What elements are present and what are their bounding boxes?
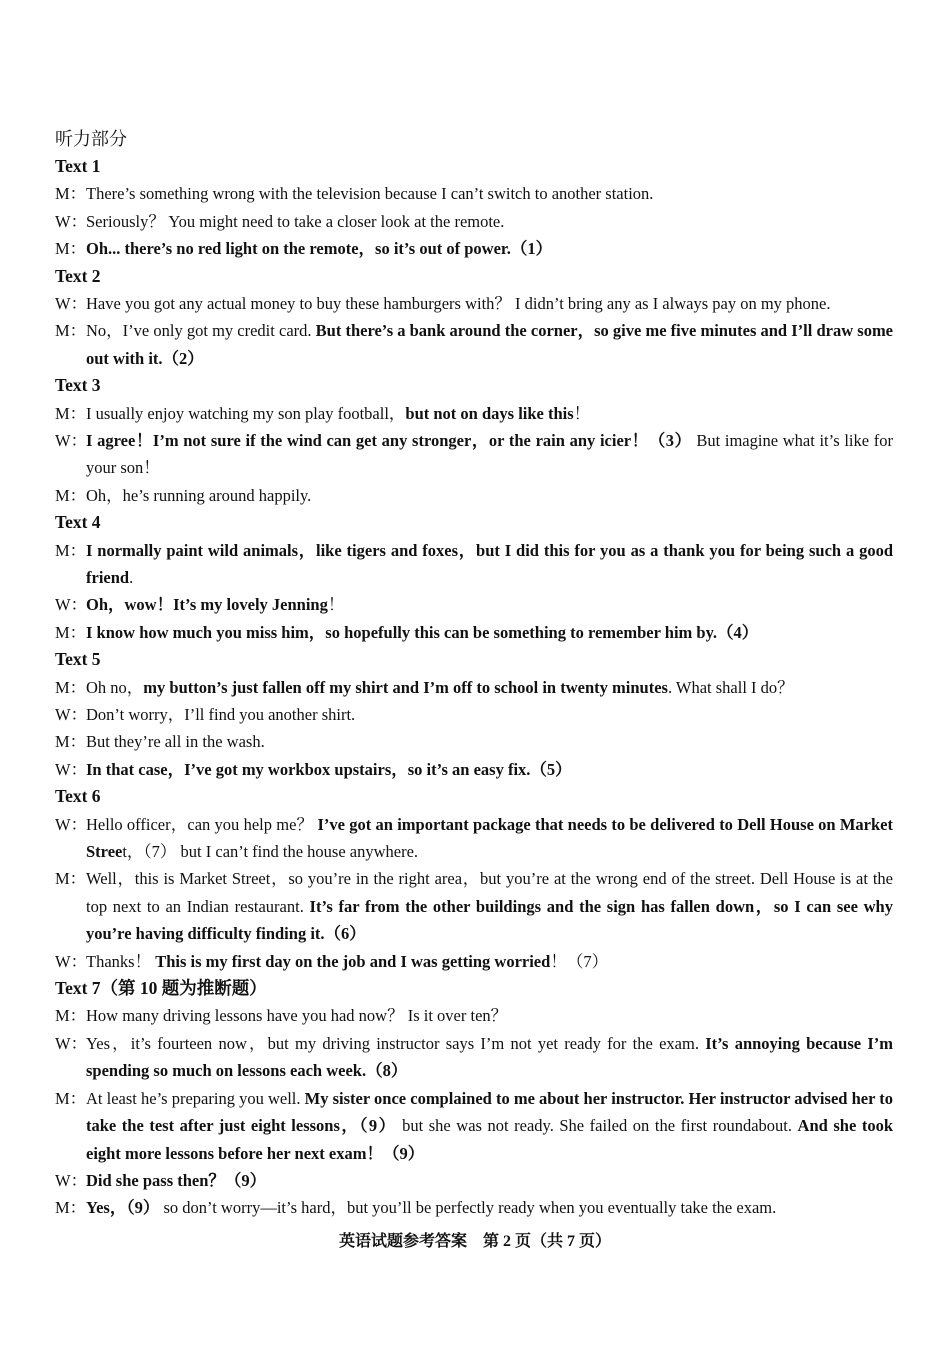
dialogue-line xyxy=(55,1030,893,1085)
answer-highlight: This is my first day on the job and I was getting worried xyxy=(155,951,551,971)
answer-highlight: Oh，wow！It’s my lovely Jenning xyxy=(86,595,328,615)
answer-highlight: but not on days like this xyxy=(405,403,574,423)
answer-highlight: I know how much you miss him，so hopefully this can be something to remember him by.（4） xyxy=(86,622,759,642)
dialogue-line xyxy=(55,1002,893,1029)
speaker-label: M： xyxy=(55,1088,87,1108)
dialogue-text: But they’re all in the wash. xyxy=(86,732,265,752)
dialogue-text: Oh no， xyxy=(86,677,144,697)
dialogue-line xyxy=(55,1167,893,1194)
answer-highlight: Oh... there’s no red light on the remote，so it’s out of power.（1） xyxy=(86,239,553,259)
answer-highlight: It’s annoying because I’m spending so much on lessons each week.（8） xyxy=(86,1033,893,1081)
dialogue-text: ！ xyxy=(327,595,345,615)
speaker-label: W： xyxy=(55,1170,88,1190)
answer-highlight: my button’s just fallen off my shirt and I’m off to school in twenty minutes xyxy=(143,677,668,697)
speaker-label: M： xyxy=(55,869,87,889)
dialogue-line xyxy=(55,865,893,947)
answer-highlight: My sister once complained to me about her instructor. Her instructor advised her to take the test after just eight lessons，（9） xyxy=(86,1088,893,1136)
section-heading: 听力部分 xyxy=(55,129,127,149)
answer-highlight: But there’s a bank around the corner，so give me five minutes and I’ll draw some out with it.（2） xyxy=(86,321,894,368)
dialogue-text: but she was not ready. She failed on the first roundabout. xyxy=(396,1116,798,1136)
speaker-label: W： xyxy=(55,431,88,451)
speaker-label: W： xyxy=(55,595,88,615)
speaker-label: M： xyxy=(55,1198,87,1218)
dialogue-text: . What shall I do？ xyxy=(667,677,794,697)
speaker-label: M： xyxy=(55,184,87,204)
answer-highlight: Yes，（9） xyxy=(86,1198,160,1218)
speaker-label: M： xyxy=(55,485,87,505)
dialogue-line xyxy=(55,728,893,755)
dialogue-text: ！（7） xyxy=(550,951,609,971)
speaker-label: M： xyxy=(55,403,87,423)
dialogue-line xyxy=(55,235,893,262)
speaker-label: M： xyxy=(55,239,87,259)
dialogue-text: At least he’s preparing you well. xyxy=(86,1088,305,1108)
dialogue-line xyxy=(55,1085,893,1167)
dialogue-text: I usually enjoy watching my son play football， xyxy=(86,403,406,423)
text-title: Text 6 xyxy=(55,786,101,807)
speaker-label: W： xyxy=(55,814,88,834)
page-content xyxy=(55,125,893,1222)
speaker-label: W： xyxy=(55,951,88,971)
dialogue-line xyxy=(55,756,893,783)
dialogue-text: ！ xyxy=(573,403,591,423)
speaker-label: M： xyxy=(55,677,87,697)
text-title: Text 7（第 10 题为推断题） xyxy=(55,978,267,999)
speaker-label: W： xyxy=(55,759,88,779)
dialogue-text: Seriously？ You might need to take a closer look at the remote. xyxy=(86,211,505,231)
dialogue-line xyxy=(55,180,893,207)
dialogue-line xyxy=(55,317,893,372)
dialogue-text: Yes，it’s fourteen now，but my driving instructor says I’m not yet ready for the exam. xyxy=(86,1033,706,1053)
dialogue-text: How many driving lessons have you had now？ Is it over ten？ xyxy=(86,1006,508,1026)
dialogue-line xyxy=(55,208,893,235)
text-title: Text 2 xyxy=(55,265,101,286)
speaker-label: W： xyxy=(55,211,88,231)
text-title: Text 3 xyxy=(55,375,101,396)
speaker-label: W： xyxy=(55,1033,88,1053)
dialogue-line xyxy=(55,537,893,592)
speaker-label: M： xyxy=(55,540,87,560)
dialogue-text: t，（7） but I can’t find the house anywhere. xyxy=(122,842,419,862)
dialogue-text: Well，this is Market Street，so you’re in the right area，but you’re at the wrong end of the street. Dell House is at the top next to an Indian restaurant. xyxy=(86,869,893,916)
speaker-label: W： xyxy=(55,294,88,313)
answer-highlight: Did she pass then？（9） xyxy=(86,1170,267,1190)
dialogue-line xyxy=(55,427,893,482)
answer-highlight: In that case，I’ve got my workbox upstairs，so it’s an easy fix.（5） xyxy=(86,759,572,779)
dialogue-text: No，I’ve only got my credit card. xyxy=(86,321,316,341)
dialogue-line xyxy=(55,811,893,866)
dialogue-line xyxy=(55,591,893,618)
dialogue-line xyxy=(55,482,893,509)
answer-highlight: I agree！I’m not sure if the wind can get any stronger，or the rain any icier！（3） xyxy=(86,431,692,451)
text-title: Text 5 xyxy=(55,649,101,670)
answer-highlight: It’s far from the other buildings and the sign has fallen down，so I can see why you’re having difficulty finding it.（6） xyxy=(86,896,893,944)
dialogue-line xyxy=(55,400,893,427)
answer-highlight: I’ve got an important package that needs to be delivered to Dell House on Market Stree xyxy=(86,814,893,862)
dialogue-text: There’s something wrong with the television because I can’t switch to another station. xyxy=(86,184,654,204)
dialogue-text: Have you got any actual money to buy these hamburgers with？ I didn’t bring any as I always pay on my phone. xyxy=(86,294,831,313)
dialogue-line xyxy=(55,674,893,701)
text-title: Text 1 xyxy=(55,156,101,176)
dialogue-text: . xyxy=(129,568,134,588)
answer-highlight: I normally paint wild animals，like tigers and foxes，but I did this for you as a thank you for being such a good friend xyxy=(86,540,893,588)
text-title: Text 4 xyxy=(55,512,101,533)
answer-highlight: And she took eight more lessons before her next exam！（9） xyxy=(86,1116,893,1163)
speaker-label: W： xyxy=(55,705,88,725)
speaker-label: M： xyxy=(55,321,87,341)
dialogue-text: But imagine what it’s like for your son！ xyxy=(86,431,893,478)
transcript-list xyxy=(55,153,893,1222)
dialogue-text: so don’t worry—it’s hard，but you’ll be perfectly ready when you eventually take the exam. xyxy=(159,1198,777,1218)
dialogue-text: Don’t worry，I’ll find you another shirt. xyxy=(86,705,356,725)
speaker-label: M： xyxy=(55,1006,87,1026)
page-footer: 英语试题参考答案 第 2 页（共 7 页） xyxy=(338,1233,611,1250)
speaker-label: M： xyxy=(55,622,87,642)
dialogue-line xyxy=(55,290,893,317)
speaker-label: M： xyxy=(55,732,87,752)
dialogue-line xyxy=(55,1194,893,1221)
dialogue-line xyxy=(55,701,893,728)
dialogue-text: Hello officer，can you help me？ xyxy=(86,814,318,834)
dialogue-line xyxy=(55,619,893,646)
dialogue-text: Oh，he’s running around happily. xyxy=(86,485,312,505)
dialogue-line xyxy=(55,948,893,975)
dialogue-text: Thanks！ xyxy=(86,951,156,971)
